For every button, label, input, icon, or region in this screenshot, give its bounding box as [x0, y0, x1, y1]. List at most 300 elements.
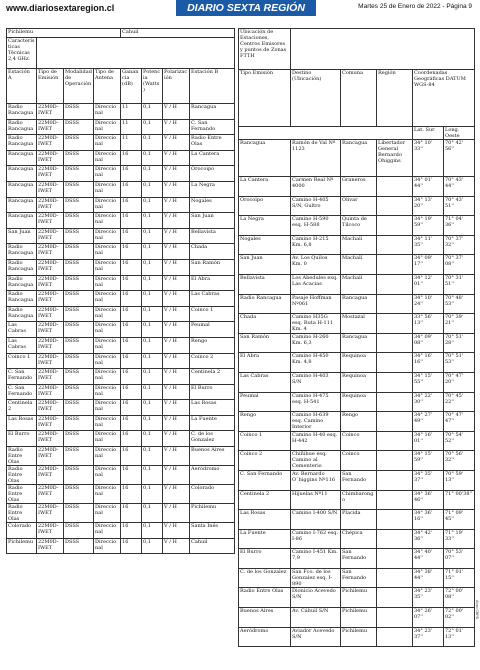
right-table-row	[239, 529, 475, 549]
left-cell: V / H	[163, 135, 190, 151]
left-cell: C. San Fernando	[190, 119, 235, 135]
right-cell: Machalí	[341, 255, 377, 275]
right-cell: Machalí	[341, 274, 377, 294]
left-table-row	[7, 291, 235, 307]
right-cell: 34° 16' 01''	[413, 431, 444, 451]
right-cell: Pichilemu	[341, 608, 377, 628]
right-cell: 34° 26' 07''	[413, 608, 444, 628]
left-cell: 0,1	[142, 213, 163, 229]
left-cell: V / H	[163, 197, 190, 213]
right-cell	[377, 274, 413, 294]
left-cell: Centinela 2	[190, 369, 235, 385]
left-cell: DSSS	[64, 259, 94, 275]
right-cell: Placida	[341, 510, 377, 530]
left-cell: 16	[121, 337, 142, 353]
left-cell: V / H	[163, 275, 190, 291]
left-cell: Radio Rancagua	[7, 135, 37, 151]
left-cell: La Fuente	[190, 415, 235, 431]
left-cell: 16	[121, 306, 142, 322]
left-cell: 0,1	[142, 228, 163, 244]
left-cell: 0,1	[142, 135, 163, 151]
left-cell: 22M0D-IWET	[37, 400, 64, 416]
left-cell: Buenos Aires	[190, 447, 235, 466]
right-cell: 72° 00' 02''	[444, 608, 475, 628]
right-cell: 71° 19' 33''	[444, 529, 475, 549]
left-cell: Direccional	[94, 384, 121, 400]
left-cell: 22M0D-IWET	[37, 322, 64, 338]
right-cell: Camino I-451 Km. 7,9	[291, 549, 341, 569]
left-cell: El Burro	[190, 384, 235, 400]
left-cell: 16	[121, 150, 142, 166]
right-cell: Pichilemu	[341, 627, 377, 647]
right-col-header: Región	[377, 70, 413, 127]
left-cell: 22M0D-IWET	[37, 228, 64, 244]
left-cell: 0,1	[142, 104, 163, 120]
right-cell: 71° 04' 36''	[444, 216, 475, 236]
right-cell: 70° 43' 44''	[444, 177, 475, 197]
right-cell: 34° 01' 44''	[413, 177, 444, 197]
left-cell: Direccional	[94, 213, 121, 229]
right-cell: Carmen Real Nº 4000	[291, 177, 341, 197]
right-cell: Rancagua	[341, 294, 377, 314]
left-cell: 22M0D-IWET	[37, 485, 64, 504]
right-cell: 34° 22' 30''	[413, 392, 444, 412]
left-cell: V / H	[163, 306, 190, 322]
left-cell: 0,1	[142, 353, 163, 369]
left-cell: Direccional	[94, 306, 121, 322]
right-cell: 70° 56' 32''	[444, 451, 475, 471]
right-cell: Pichilemu	[341, 588, 377, 608]
left-cell: 22M0D-IWET	[37, 275, 64, 291]
left-cell: 16	[121, 197, 142, 213]
right-cell	[377, 470, 413, 490]
left-cell: 16	[121, 166, 142, 182]
left-cell: V / H	[163, 466, 190, 485]
left-cell: Direccional	[94, 166, 121, 182]
left-cell: DSSS	[64, 181, 94, 197]
left-cell: Coinco 2	[190, 353, 235, 369]
left-cell: 22M0D-IWET	[37, 337, 64, 353]
left-cell: DSSS	[64, 244, 94, 260]
latlong-spacer	[239, 127, 413, 140]
right-table-row	[239, 353, 475, 373]
left-cell: La Negra	[190, 181, 235, 197]
right-col-header: Tipo Emisión	[239, 70, 291, 127]
left-cell: Direccional	[94, 369, 121, 385]
right-cell: 34° 09' 17''	[413, 255, 444, 275]
left-cell: El Abra	[190, 275, 235, 291]
left-cell: Direccional	[94, 104, 121, 120]
right-cell: Nogales	[239, 235, 291, 255]
left-table-row	[7, 322, 235, 338]
left-table-row	[7, 466, 235, 485]
left-cell: Radio Rancagua	[7, 275, 37, 291]
right-cell: 70° 51' 53''	[444, 353, 475, 373]
date-page-line: Martes 25 de Enero de 2022 - Página 9	[358, 3, 472, 10]
right-cell: 70° 47' 20''	[444, 372, 475, 392]
right-cell: 71° 00'38''	[444, 490, 475, 510]
left-cell: Chada	[190, 244, 235, 260]
left-table-row	[7, 369, 235, 385]
right-table-row	[239, 490, 475, 510]
right-intro-row	[239, 29, 475, 70]
right-table-row	[239, 510, 475, 530]
left-col-header: Tipo de Antena	[94, 69, 121, 104]
right-cell	[377, 608, 413, 628]
right-cell: Av. Cáhuil S/N	[291, 608, 341, 628]
left-cell: 0,1	[142, 119, 163, 135]
right-latlong-row	[239, 127, 475, 140]
right-table-row	[239, 470, 475, 490]
right-cell: San Fernando	[341, 470, 377, 490]
left-cell: 0,1	[142, 485, 163, 504]
left-cell: 11	[121, 119, 142, 135]
long-header: Long. Oeste	[444, 127, 475, 140]
left-cell: 22M0D-IWET	[37, 181, 64, 197]
left-cell: V / H	[163, 384, 190, 400]
right-col-header: Coordenadas Geográficas DATUM WGS-84	[413, 70, 475, 127]
left-cell: DSSS	[64, 228, 94, 244]
right-cell: 34° 15' 59''	[413, 451, 444, 471]
left-table-row	[7, 104, 235, 120]
right-cell: Graneros	[341, 177, 377, 197]
left-cell: 22M0D-IWET	[37, 523, 64, 539]
right-cell: 34° 27' 49''	[413, 412, 444, 432]
right-cell: Orocoipo	[239, 196, 291, 216]
left-table-row	[7, 353, 235, 369]
left-cell: Direccional	[94, 181, 121, 197]
right-cell: Camino H-260 Km. 6,3	[291, 333, 341, 353]
left-cell: V / H	[163, 244, 190, 260]
right-cell: La Fuente	[239, 529, 291, 549]
right-cell: 70° 31' 51''	[444, 274, 475, 294]
right-col-header: Destino (Ubicación)	[291, 70, 341, 127]
left-cell: Rancagua	[7, 213, 37, 229]
lat-header: Lat. Sur	[413, 127, 444, 140]
link-destination: Cahuil	[121, 29, 235, 38]
right-cell: Buenos Aires	[239, 608, 291, 628]
right-cell: 71° 09' 45''	[444, 510, 475, 530]
left-cell: 0,1	[142, 291, 163, 307]
left-cell: Rengo	[190, 337, 235, 353]
right-cell: 70° 39' 21''	[444, 314, 475, 334]
right-cell: 34° 23' 35''	[413, 588, 444, 608]
right-header-row	[239, 70, 475, 127]
right-cell: Camino H-405 S/N, Gultro	[291, 196, 341, 216]
left-cell: V / H	[163, 431, 190, 447]
left-cell: DSSS	[64, 104, 94, 120]
left-cell: La Cantera	[190, 150, 235, 166]
right-cell	[377, 255, 413, 275]
left-cell: 22M0D-IWET	[37, 244, 64, 260]
left-cell: Radio Entre Olas	[7, 447, 37, 466]
left-cell: Radio Rancagua	[7, 306, 37, 322]
left-cell: 16	[121, 538, 142, 554]
right-table-row	[239, 627, 475, 647]
right-cell: 70° 37' 32''	[444, 235, 475, 255]
right-cell: Mostazal	[341, 314, 377, 334]
left-cell: V / H	[163, 415, 190, 431]
left-cell: Radio Rancagua	[7, 119, 37, 135]
left-cell: 16	[121, 275, 142, 291]
right-cell: Camino H-403 S/N	[291, 372, 341, 392]
right-table-row	[239, 274, 475, 294]
left-cell: Direccional	[94, 244, 121, 260]
right-cell	[377, 216, 413, 236]
left-col-header: Ganancia (dB)	[121, 69, 142, 104]
left-cell: V / H	[163, 228, 190, 244]
right-table-row	[239, 588, 475, 608]
left-cell: DSSS	[64, 306, 94, 322]
right-cell	[377, 451, 413, 471]
right-cell: 72° 00' 08''	[444, 588, 475, 608]
left-cell: 16	[121, 259, 142, 275]
right-table-row	[239, 549, 475, 569]
left-cell: Rancagua	[7, 166, 37, 182]
left-cell: 0,1	[142, 259, 163, 275]
right-cell: 34° 16' 16''	[413, 353, 444, 373]
left-cell: V / H	[163, 504, 190, 523]
left-cell: C. San Fernando	[7, 384, 37, 400]
right-cell	[377, 196, 413, 216]
right-cell: Las Cabras	[239, 372, 291, 392]
left-cell: San Juan	[190, 213, 235, 229]
right-table-row	[239, 608, 475, 628]
left-cell: 0,1	[142, 431, 163, 447]
right-cell: 70° 45' 22''	[444, 392, 475, 412]
locations-intro: Ubicación de Estaciones, Centros Emisores y puntos de Zonas FTTH	[239, 29, 291, 70]
right-cell	[377, 529, 413, 549]
right-cell: 70° 42' 56''	[444, 140, 475, 177]
left-table-row	[7, 400, 235, 416]
right-cell: 33° 56' 13''	[413, 314, 444, 334]
left-cell: 0,1	[142, 538, 163, 554]
right-cell: San Juan	[239, 255, 291, 275]
left-col-header: Modalidad de Operación	[64, 69, 94, 104]
left-cell: San Juan	[7, 228, 37, 244]
left-cell: V / H	[163, 259, 190, 275]
right-cell: Dionicio Acevedo S/N	[291, 588, 341, 608]
left-cell: 16	[121, 322, 142, 338]
left-cell: V / H	[163, 369, 190, 385]
right-cell: Los Abedules esq. Las Acacias	[291, 274, 341, 294]
left-cell: 22M0D-IWET	[37, 504, 64, 523]
left-cell: Rancagua	[190, 104, 235, 120]
left-cell: Aeródromo	[190, 466, 235, 485]
site-url[interactable]: www.diariosextaregion.cl	[6, 3, 115, 13]
left-cell: V / H	[163, 150, 190, 166]
left-cell: Direccional	[94, 431, 121, 447]
right-cell: Libertador General Bernardo Ohiggins	[377, 140, 413, 177]
left-cell: 0,1	[142, 415, 163, 431]
right-cell: 70° 37' 08''	[444, 255, 475, 275]
right-cell: San Fco. de los Gonzalez esq. I-890	[291, 568, 341, 588]
left-cell: V / H	[163, 447, 190, 466]
left-cell: 0,1	[142, 400, 163, 416]
left-cell: Direccional	[94, 538, 121, 554]
left-cell: Las Cabras	[190, 291, 235, 307]
right-cell: 34° 11' 35''	[413, 235, 444, 255]
right-cell	[377, 372, 413, 392]
left-cell: 16	[121, 466, 142, 485]
right-cell: Av. Bernardo O`higgins Nº116	[291, 470, 341, 490]
right-cell: Ramón de Val Nº 1123	[291, 140, 341, 177]
left-cell: 22M0D-IWET	[37, 213, 64, 229]
left-col-header: Potencia (Watts)	[142, 69, 163, 104]
right-cell: Camino I-762 esq. I-86	[291, 529, 341, 549]
left-cell: 22M0D-IWET	[37, 104, 64, 120]
left-cell: Coinco 1	[7, 353, 37, 369]
left-table-row	[7, 197, 235, 213]
right-cell: Chimbarongo	[341, 490, 377, 510]
right-cell	[377, 627, 413, 647]
right-table-row	[239, 216, 475, 236]
right-cell	[377, 314, 413, 334]
left-cell: Colorado	[7, 523, 37, 539]
left-cell: Radio Rancagua	[7, 104, 37, 120]
left-table-row	[7, 244, 235, 260]
left-cell: DSSS	[64, 504, 94, 523]
left-cell: 22M0D-IWET	[37, 291, 64, 307]
left-cell: Direccional	[94, 197, 121, 213]
right-table-row	[239, 314, 475, 334]
left-cell: San Ramón	[190, 259, 235, 275]
left-cell: Direccional	[94, 447, 121, 466]
left-cell: DSSS	[64, 291, 94, 307]
left-table-row	[7, 166, 235, 182]
right-cell: 72° 01' 13''	[444, 627, 475, 647]
right-cell	[377, 549, 413, 569]
left-cell: 0,1	[142, 322, 163, 338]
left-table-row	[7, 337, 235, 353]
left-cell: Direccional	[94, 119, 121, 135]
left-cell: Direccional	[94, 228, 121, 244]
left-cell: 22M0D-IWET	[37, 466, 64, 485]
left-cell: Radio Entre Olas	[7, 504, 37, 523]
right-cell	[377, 177, 413, 197]
left-cell: V / H	[163, 181, 190, 197]
left-table-row	[7, 119, 235, 135]
left-col-header: Estación A	[7, 69, 37, 104]
left-cell: 16	[121, 384, 142, 400]
right-cell	[377, 392, 413, 412]
right-table-row	[239, 568, 475, 588]
left-cell: El Burro	[7, 431, 37, 447]
left-cell: 11	[121, 135, 142, 151]
left-cell: DSSS	[64, 197, 94, 213]
right-cell: Rancagua	[341, 333, 377, 353]
left-cell: 16	[121, 291, 142, 307]
right-cell	[377, 568, 413, 588]
right-table-row	[239, 196, 475, 216]
right-cell	[377, 353, 413, 373]
right-cell: Bellavista	[239, 274, 291, 294]
left-header-row	[7, 69, 235, 104]
right-cell: 70° 59' 13''	[444, 470, 475, 490]
right-cell: Coinco	[341, 451, 377, 471]
left-cell: 22M0D-IWET	[37, 119, 64, 135]
right-cell: 34° 10' 33''	[413, 140, 444, 177]
right-cell: Camino H-639 esq. Camino Interior	[291, 412, 341, 432]
right-cell: 34° 35' 37''	[413, 470, 444, 490]
left-cell: Direccional	[94, 322, 121, 338]
left-cell: 0,1	[142, 244, 163, 260]
left-cell: 11	[121, 104, 142, 120]
left-cell: 0,1	[142, 447, 163, 466]
left-cell: 16	[121, 228, 142, 244]
left-cell: 0,1	[142, 181, 163, 197]
right-cell: 70° 43' 51''	[444, 196, 475, 216]
left-cell: DSSS	[64, 400, 94, 416]
right-cell: 34° 15' 55''	[413, 372, 444, 392]
right-table-row	[239, 294, 475, 314]
left-cell: Direccional	[94, 504, 121, 523]
left-cell: Orocoipo	[190, 166, 235, 182]
left-cell: V / H	[163, 337, 190, 353]
newspaper-brand: DIARIO SEXTA REGIÓN	[176, 0, 316, 16]
right-cell: 34° 36' 16''	[413, 510, 444, 530]
right-cell: La Cantera	[239, 177, 291, 197]
left-cell: DSSS	[64, 431, 94, 447]
right-table-row	[239, 235, 475, 255]
left-table-row	[7, 150, 235, 166]
left-cell: DSSS	[64, 275, 94, 291]
link-origin: Pichilemu	[7, 29, 121, 38]
left-cell: 16	[121, 213, 142, 229]
left-cell: 0,1	[142, 337, 163, 353]
left-cell: V / H	[163, 400, 190, 416]
right-cell: Camino I-400 S/N	[291, 510, 341, 530]
right-cell	[377, 412, 413, 432]
left-cell: 22M0D-IWET	[37, 135, 64, 151]
right-cell: Chépica	[341, 529, 377, 549]
right-cell: Rengo	[341, 412, 377, 432]
left-cell: Direccional	[94, 135, 121, 151]
page-header	[0, 0, 480, 18]
left-characteristics-row	[7, 38, 235, 69]
left-cell: V / H	[163, 213, 190, 229]
right-cell: 34° 19' 59''	[413, 216, 444, 236]
left-cell: 0,1	[142, 306, 163, 322]
right-table-row	[239, 431, 475, 451]
right-cell: 34° 36' 46''	[413, 490, 444, 510]
left-cell: DSSS	[64, 384, 94, 400]
characteristics-blank	[37, 38, 235, 69]
left-cell: 16	[121, 181, 142, 197]
left-table-row	[7, 523, 235, 539]
intro-blank	[291, 29, 475, 70]
right-cell: Rancagua	[341, 140, 377, 177]
left-cell: Direccional	[94, 415, 121, 431]
right-cell: Quinta de Tilcoco	[341, 216, 377, 236]
left-table-row	[7, 485, 235, 504]
left-cell: 0,1	[142, 166, 163, 182]
right-cell	[377, 333, 413, 353]
left-cell: 16	[121, 523, 142, 539]
right-cell: San Fernando	[341, 549, 377, 569]
left-cell: Radio Rancagua	[7, 244, 37, 260]
left-cell: V / H	[163, 523, 190, 539]
left-col-header: Polarización	[163, 69, 190, 104]
right-table-row	[239, 412, 475, 432]
left-cell: Peumal	[190, 322, 235, 338]
left-cell: 22M0D-IWET	[37, 538, 64, 554]
right-cell: 34° 13' 20''	[413, 196, 444, 216]
left-cell: DSSS	[64, 447, 94, 466]
left-cell: Las Cabras	[7, 322, 37, 338]
left-cell: Coinco 1	[190, 306, 235, 322]
left-table-row	[7, 384, 235, 400]
